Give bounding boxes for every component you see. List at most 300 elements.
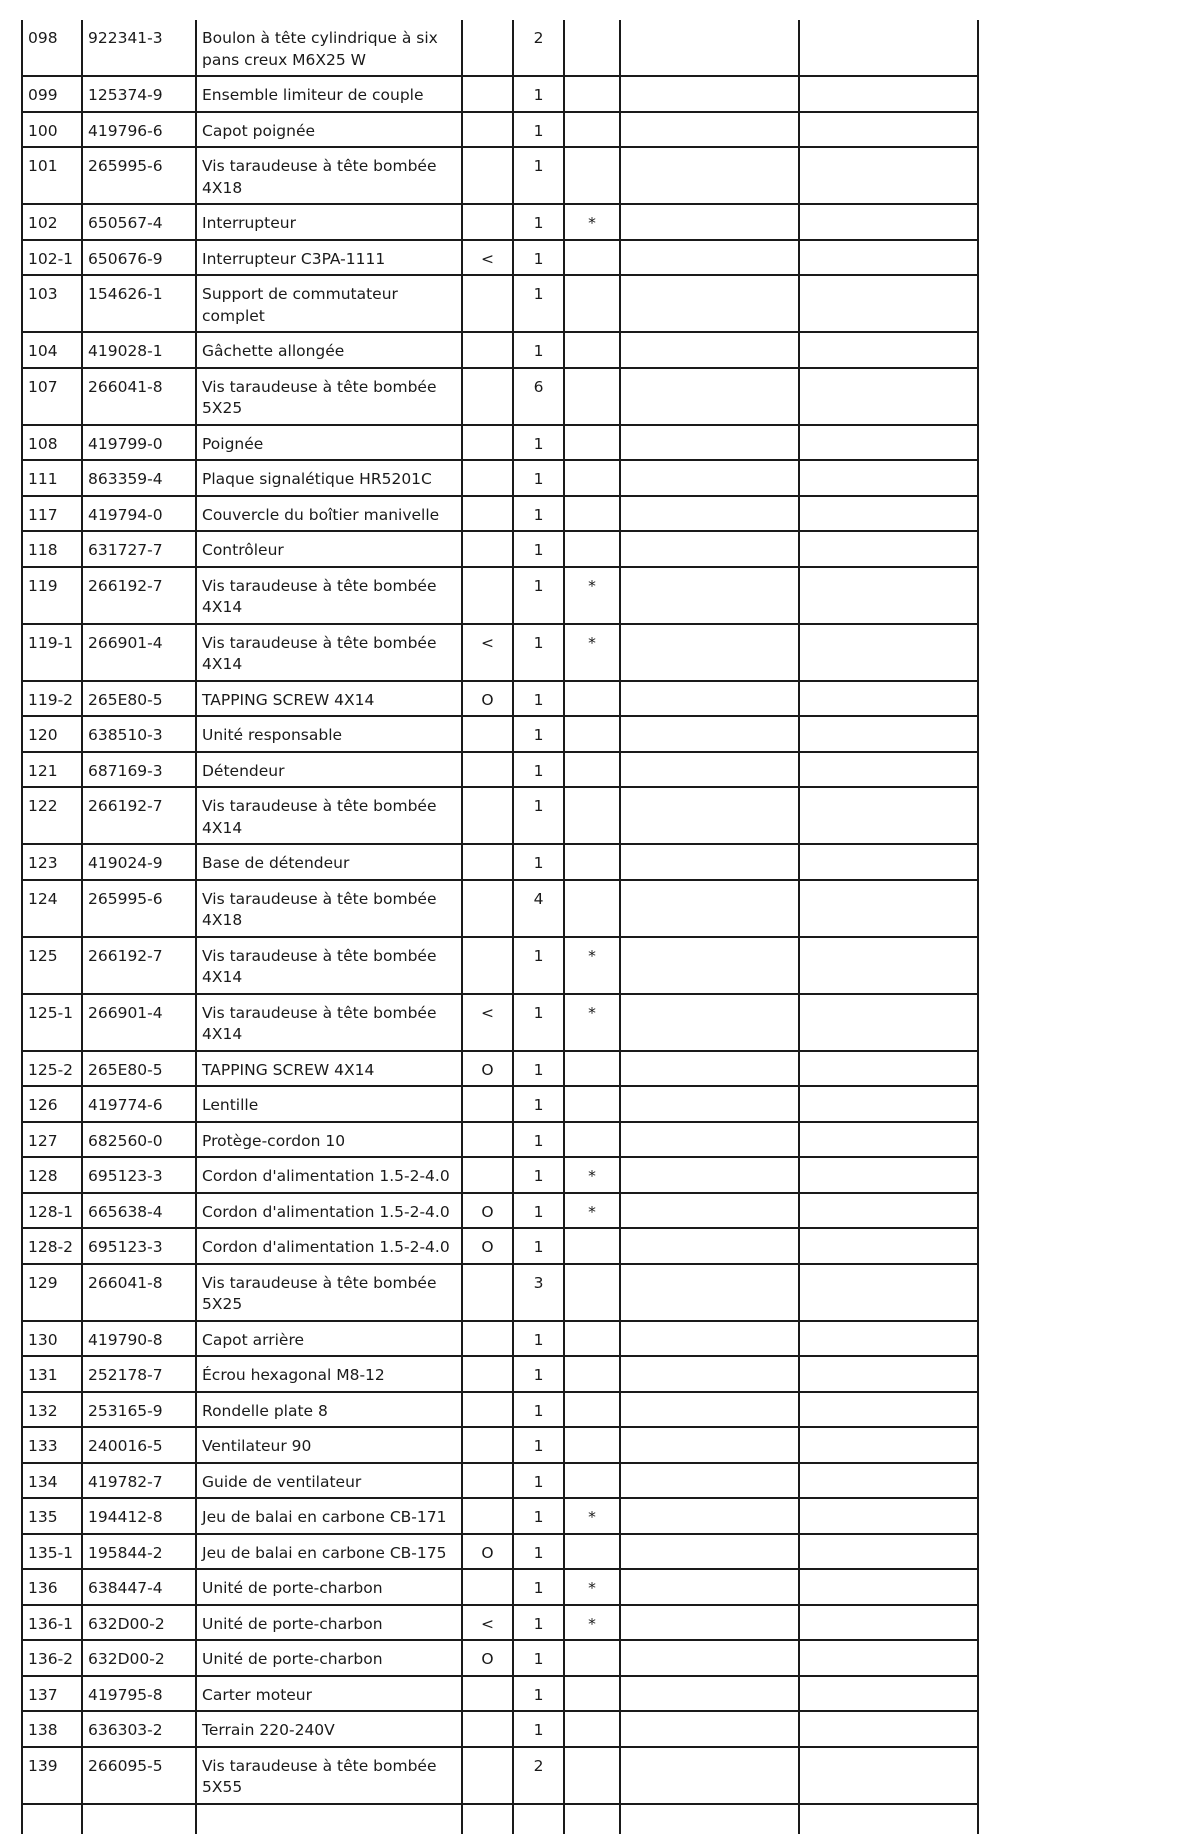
empty-cell	[799, 880, 978, 937]
part-description: Base de détendeur	[196, 844, 462, 880]
item-number: 104	[22, 332, 82, 368]
part-description: Vis taraudeuse à tête bombée 4X14	[196, 567, 462, 624]
table-row	[22, 76, 978, 112]
note-mark	[564, 1086, 620, 1122]
interchange-mark	[462, 880, 513, 937]
item-number: 107	[22, 368, 82, 425]
empty-cell	[799, 1264, 978, 1321]
empty-cell	[620, 1193, 799, 1229]
empty-cell	[799, 20, 978, 76]
part-description: Vis taraudeuse à tête bombée 5X25	[196, 368, 462, 425]
note-mark: *	[564, 624, 620, 681]
part-description: Vis taraudeuse à tête bombée 4X18	[196, 147, 462, 204]
quantity: 1	[513, 1640, 564, 1676]
interchange-mark	[462, 1463, 513, 1499]
part-description: Boulon à tête cylindrique à six pans creux M6X25 W	[196, 20, 462, 76]
part-description: Couvercle du boîtier manivelle	[196, 496, 462, 532]
quantity: 1	[513, 1711, 564, 1747]
note-mark	[564, 240, 620, 276]
part-description: Contrôleur	[196, 531, 462, 567]
empty-cell	[620, 1086, 799, 1122]
part-number: 419024-9	[82, 844, 196, 880]
part-description: Vis taraudeuse à tête bombée 5X55	[196, 1747, 462, 1804]
item-number: 119-1	[22, 624, 82, 681]
empty-cell	[799, 1711, 978, 1747]
note-mark	[564, 460, 620, 496]
part-number: 265995-6	[82, 147, 196, 204]
empty-cell	[799, 275, 978, 332]
item-number: 118	[22, 531, 82, 567]
empty-cell	[620, 1640, 799, 1676]
quantity: 1	[513, 425, 564, 461]
interchange-mark	[462, 716, 513, 752]
part-number: 265995-6	[82, 880, 196, 937]
empty-cell	[799, 1427, 978, 1463]
interchange-mark	[462, 147, 513, 204]
note-mark	[564, 76, 620, 112]
empty-cell	[82, 1804, 196, 1834]
empty-cell	[620, 1498, 799, 1534]
table-row	[22, 1193, 978, 1229]
part-description: Plaque signalétique HR5201C	[196, 460, 462, 496]
empty-cell	[620, 681, 799, 717]
note-mark	[564, 1392, 620, 1428]
quantity: 1	[513, 147, 564, 204]
quantity: 1	[513, 1122, 564, 1158]
table-row	[22, 425, 978, 461]
quantity: 1	[513, 332, 564, 368]
empty-cell	[799, 1193, 978, 1229]
note-mark	[564, 368, 620, 425]
part-number: 266192-7	[82, 567, 196, 624]
interchange-mark	[462, 752, 513, 788]
empty-cell	[799, 425, 978, 461]
part-description: Jeu de balai en carbone CB-171	[196, 1498, 462, 1534]
item-number: 100	[22, 112, 82, 148]
empty-cell	[799, 787, 978, 844]
note-mark	[564, 1463, 620, 1499]
interchange-mark: <	[462, 240, 513, 276]
part-number: 682560-0	[82, 1122, 196, 1158]
empty-cell	[799, 240, 978, 276]
item-number: 136-2	[22, 1640, 82, 1676]
item-number: 135-1	[22, 1534, 82, 1570]
part-number: 240016-5	[82, 1427, 196, 1463]
empty-cell	[799, 752, 978, 788]
part-number: 125374-9	[82, 76, 196, 112]
item-number: 098	[22, 20, 82, 76]
part-description: Terrain 220-240V	[196, 1711, 462, 1747]
parts-table-body	[22, 20, 978, 1834]
part-number: 266095-5	[82, 1747, 196, 1804]
part-description: Unité de porte-charbon	[196, 1605, 462, 1641]
table-row	[22, 147, 978, 204]
empty-cell	[620, 1676, 799, 1712]
empty-cell	[620, 1122, 799, 1158]
empty-cell	[620, 1356, 799, 1392]
empty-cell	[799, 1321, 978, 1357]
table-row	[22, 1711, 978, 1747]
note-mark	[564, 880, 620, 937]
part-number: 194412-8	[82, 1498, 196, 1534]
table-row	[22, 1086, 978, 1122]
part-description: Unité de porte-charbon	[196, 1569, 462, 1605]
quantity: 1	[513, 1498, 564, 1534]
table-row	[22, 752, 978, 788]
quantity: 1	[513, 787, 564, 844]
part-number: 632D00-2	[82, 1640, 196, 1676]
item-number: 099	[22, 76, 82, 112]
item-number: 123	[22, 844, 82, 880]
item-number: 136-1	[22, 1605, 82, 1641]
item-number: 101	[22, 147, 82, 204]
empty-cell	[620, 147, 799, 204]
part-number: 419790-8	[82, 1321, 196, 1357]
part-number: 266901-4	[82, 624, 196, 681]
item-number: 134	[22, 1463, 82, 1499]
part-number: 266901-4	[82, 994, 196, 1051]
part-description: Jeu de balai en carbone CB-175	[196, 1534, 462, 1570]
item-number: 122	[22, 787, 82, 844]
item-number: 117	[22, 496, 82, 532]
empty-cell	[620, 716, 799, 752]
table-row	[22, 1228, 978, 1264]
empty-cell	[799, 368, 978, 425]
note-mark	[564, 20, 620, 76]
quantity: 1	[513, 76, 564, 112]
quantity: 1	[513, 496, 564, 532]
part-number: 419799-0	[82, 425, 196, 461]
empty-cell	[799, 994, 978, 1051]
empty-cell	[620, 844, 799, 880]
table-row	[22, 1321, 978, 1357]
empty-cell	[620, 76, 799, 112]
part-description: Cordon d'alimentation 1.5-2-4.0	[196, 1193, 462, 1229]
note-mark	[564, 1356, 620, 1392]
note-mark	[564, 1711, 620, 1747]
interchange-mark	[462, 1122, 513, 1158]
part-number: 266192-7	[82, 787, 196, 844]
interchange-mark	[462, 460, 513, 496]
note-mark	[564, 681, 620, 717]
item-number: 137	[22, 1676, 82, 1712]
empty-cell	[620, 1747, 799, 1804]
quantity: 1	[513, 844, 564, 880]
part-number: 266192-7	[82, 937, 196, 994]
table-row	[22, 332, 978, 368]
quantity: 1	[513, 1356, 564, 1392]
part-description: Rondelle plate 8	[196, 1392, 462, 1428]
item-number: 138	[22, 1711, 82, 1747]
interchange-mark	[462, 1086, 513, 1122]
item-number: 108	[22, 425, 82, 461]
part-number: 922341-3	[82, 20, 196, 76]
empty-cell	[196, 1804, 462, 1834]
note-mark	[564, 1676, 620, 1712]
part-number: 253165-9	[82, 1392, 196, 1428]
empty-cell	[620, 1711, 799, 1747]
quantity: 1	[513, 1051, 564, 1087]
part-description: Capot poignée	[196, 112, 462, 148]
empty-cell	[799, 496, 978, 532]
empty-cell	[620, 1051, 799, 1087]
item-number: 125-2	[22, 1051, 82, 1087]
part-number: 638447-4	[82, 1569, 196, 1605]
table-row	[22, 1356, 978, 1392]
interchange-mark	[462, 112, 513, 148]
interchange-mark	[462, 76, 513, 112]
quantity: 1	[513, 567, 564, 624]
part-description: Carter moteur	[196, 1676, 462, 1712]
empty-cell	[620, 1427, 799, 1463]
empty-cell	[620, 1569, 799, 1605]
table-row	[22, 1640, 978, 1676]
item-number: 130	[22, 1321, 82, 1357]
empty-cell	[799, 76, 978, 112]
empty-cell	[620, 1804, 799, 1834]
quantity: 1	[513, 937, 564, 994]
note-mark	[564, 112, 620, 148]
empty-cell	[799, 112, 978, 148]
empty-cell	[620, 567, 799, 624]
note-mark	[564, 1051, 620, 1087]
interchange-mark	[462, 937, 513, 994]
empty-cell	[620, 275, 799, 332]
interchange-mark: <	[462, 1605, 513, 1641]
empty-cell	[620, 1264, 799, 1321]
quantity: 1	[513, 531, 564, 567]
part-description: Vis taraudeuse à tête bombée 4X14	[196, 994, 462, 1051]
quantity: 1	[513, 1228, 564, 1264]
table-row	[22, 994, 978, 1051]
empty-cell	[513, 1804, 564, 1834]
interchange-mark	[462, 1264, 513, 1321]
part-description: Gâchette allongée	[196, 332, 462, 368]
empty-cell	[799, 716, 978, 752]
note-mark	[564, 496, 620, 532]
interchange-mark	[462, 1157, 513, 1193]
note-mark	[564, 531, 620, 567]
item-number: 102-1	[22, 240, 82, 276]
quantity: 1	[513, 1193, 564, 1229]
empty-cell	[799, 1157, 978, 1193]
item-number: 135	[22, 1498, 82, 1534]
empty-cell	[799, 1392, 978, 1428]
empty-cell	[620, 1228, 799, 1264]
part-number: 266041-8	[82, 1264, 196, 1321]
part-number: 419782-7	[82, 1463, 196, 1499]
empty-cell	[799, 204, 978, 240]
item-number: 128-1	[22, 1193, 82, 1229]
table-row-continuation	[22, 1804, 978, 1834]
part-description: Vis taraudeuse à tête bombée 4X18	[196, 880, 462, 937]
table-row	[22, 624, 978, 681]
part-description: Ensemble limiteur de couple	[196, 76, 462, 112]
note-mark	[564, 1534, 620, 1570]
table-row	[22, 1747, 978, 1804]
table-row	[22, 496, 978, 532]
part-number: 687169-3	[82, 752, 196, 788]
note-mark: *	[564, 1157, 620, 1193]
table-row	[22, 1051, 978, 1087]
quantity: 1	[513, 681, 564, 717]
table-row	[22, 275, 978, 332]
empty-cell	[620, 1605, 799, 1641]
note-mark: *	[564, 1193, 620, 1229]
part-number: 252178-7	[82, 1356, 196, 1392]
quantity: 1	[513, 1676, 564, 1712]
part-number: 665638-4	[82, 1193, 196, 1229]
empty-cell	[799, 844, 978, 880]
table-row	[22, 1569, 978, 1605]
empty-cell	[462, 1804, 513, 1834]
part-number: 419796-6	[82, 112, 196, 148]
part-description: Interrupteur C3PA-1111	[196, 240, 462, 276]
part-number: 632D00-2	[82, 1605, 196, 1641]
part-number: 265E80-5	[82, 1051, 196, 1087]
part-description: Écrou hexagonal M8-12	[196, 1356, 462, 1392]
interchange-mark	[462, 531, 513, 567]
note-mark: *	[564, 204, 620, 240]
part-number: 631727-7	[82, 531, 196, 567]
empty-cell	[799, 1640, 978, 1676]
empty-cell	[620, 1392, 799, 1428]
item-number: 128-2	[22, 1228, 82, 1264]
table-row	[22, 368, 978, 425]
table-row	[22, 567, 978, 624]
empty-cell	[620, 1463, 799, 1499]
empty-cell	[799, 1605, 978, 1641]
quantity: 1	[513, 716, 564, 752]
table-row	[22, 1676, 978, 1712]
empty-cell	[620, 787, 799, 844]
note-mark: *	[564, 1569, 620, 1605]
empty-cell	[620, 880, 799, 937]
quantity: 4	[513, 880, 564, 937]
interchange-mark: O	[462, 681, 513, 717]
item-number: 111	[22, 460, 82, 496]
table-row	[22, 112, 978, 148]
interchange-mark	[462, 425, 513, 461]
part-description: Unité de porte-charbon	[196, 1640, 462, 1676]
item-number: 132	[22, 1392, 82, 1428]
quantity: 1	[513, 1569, 564, 1605]
interchange-mark: O	[462, 1051, 513, 1087]
empty-cell	[620, 20, 799, 76]
interchange-mark	[462, 275, 513, 332]
note-mark: *	[564, 1498, 620, 1534]
table-row	[22, 681, 978, 717]
part-description: Ventilateur 90	[196, 1427, 462, 1463]
table-row	[22, 1498, 978, 1534]
part-description: Vis taraudeuse à tête bombée 4X14	[196, 787, 462, 844]
empty-cell	[799, 1356, 978, 1392]
empty-cell	[799, 1086, 978, 1122]
empty-cell	[564, 1804, 620, 1834]
item-number: 128	[22, 1157, 82, 1193]
table-row	[22, 1264, 978, 1321]
note-mark	[564, 1321, 620, 1357]
note-mark	[564, 787, 620, 844]
empty-cell	[799, 1228, 978, 1264]
table-row	[22, 716, 978, 752]
part-number: 419774-6	[82, 1086, 196, 1122]
note-mark	[564, 1747, 620, 1804]
part-number: 265E80-5	[82, 681, 196, 717]
part-description: Détendeur	[196, 752, 462, 788]
quantity: 1	[513, 240, 564, 276]
quantity: 3	[513, 1264, 564, 1321]
empty-cell	[620, 240, 799, 276]
quantity: 1	[513, 460, 564, 496]
item-number: 126	[22, 1086, 82, 1122]
table-row	[22, 880, 978, 937]
interchange-mark	[462, 1392, 513, 1428]
empty-cell	[620, 994, 799, 1051]
empty-cell	[620, 937, 799, 994]
part-description: Protège-cordon 10	[196, 1122, 462, 1158]
quantity: 1	[513, 1605, 564, 1641]
part-description: Cordon d'alimentation 1.5-2-4.0	[196, 1157, 462, 1193]
quantity: 1	[513, 1427, 564, 1463]
quantity: 2	[513, 20, 564, 76]
table-row	[22, 1605, 978, 1641]
item-number: 103	[22, 275, 82, 332]
note-mark	[564, 1264, 620, 1321]
note-mark	[564, 1427, 620, 1463]
part-number: 695123-3	[82, 1157, 196, 1193]
item-number: 136	[22, 1569, 82, 1605]
item-number: 124	[22, 880, 82, 937]
note-mark	[564, 275, 620, 332]
part-description: Lentille	[196, 1086, 462, 1122]
empty-cell	[620, 1321, 799, 1357]
part-number: 419794-0	[82, 496, 196, 532]
empty-cell	[620, 496, 799, 532]
part-number: 195844-2	[82, 1534, 196, 1570]
empty-cell	[620, 204, 799, 240]
note-mark	[564, 147, 620, 204]
empty-cell	[799, 1122, 978, 1158]
table-row	[22, 844, 978, 880]
interchange-mark	[462, 787, 513, 844]
parts-table	[21, 20, 979, 1834]
part-number: 636303-2	[82, 1711, 196, 1747]
empty-cell	[799, 332, 978, 368]
table-row	[22, 1392, 978, 1428]
interchange-mark	[462, 1676, 513, 1712]
part-number: 266041-8	[82, 368, 196, 425]
quantity: 1	[513, 994, 564, 1051]
empty-cell	[799, 624, 978, 681]
part-number: 419028-1	[82, 332, 196, 368]
quantity: 1	[513, 1157, 564, 1193]
note-mark	[564, 1122, 620, 1158]
quantity: 1	[513, 1392, 564, 1428]
interchange-mark	[462, 20, 513, 76]
quantity: 1	[513, 1463, 564, 1499]
item-number: 131	[22, 1356, 82, 1392]
part-number: 650567-4	[82, 204, 196, 240]
part-number: 154626-1	[82, 275, 196, 332]
interchange-mark: <	[462, 624, 513, 681]
table-row	[22, 531, 978, 567]
item-number: 139	[22, 1747, 82, 1804]
table-row	[22, 460, 978, 496]
part-description: Guide de ventilateur	[196, 1463, 462, 1499]
interchange-mark	[462, 496, 513, 532]
table-row	[22, 240, 978, 276]
